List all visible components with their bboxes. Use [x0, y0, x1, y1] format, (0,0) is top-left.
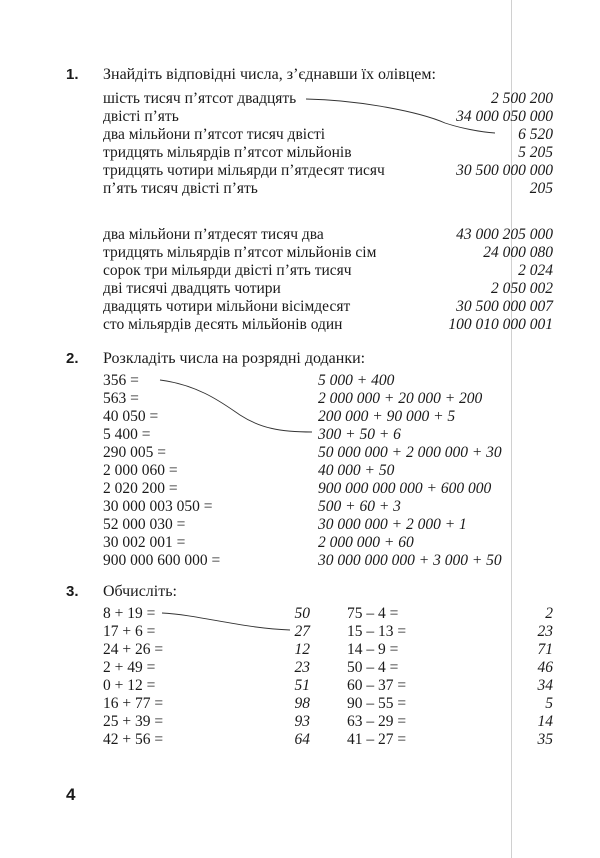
task3-answer: 27: [294, 623, 310, 640]
task2-number-item: 52 000 030 =: [103, 516, 186, 533]
task2-sum-item: 500 + 60 + 3: [318, 498, 401, 515]
task2-sum-item: 300 + 50 + 6: [318, 426, 401, 443]
task3-answer: 23: [294, 659, 310, 676]
task1-word: двадцять чотири мільйони вісімдесят: [103, 298, 351, 315]
task1-title: Знайдіть відповідні числа, з’єднавши їх олівцем:: [103, 66, 436, 83]
task1-number-value: 2 024: [518, 262, 553, 279]
task2-sum-item: 2 000 000 + 20 000 + 200: [318, 390, 483, 407]
task1-word: дві тисячі двадцять чотири: [103, 280, 281, 297]
connector-task2: [160, 380, 312, 432]
task3-answer: 51: [294, 677, 310, 694]
task3-expression: 17 + 6 =: [103, 623, 156, 640]
task3-answer: 23: [537, 623, 553, 640]
task1-word: тридцять мільярдів п’ятсот мільйонів сім: [103, 244, 377, 261]
task2-sum-item: 30 000 000 000 + 3 000 + 50: [318, 552, 502, 569]
task1-number-value: 100 010 000 001: [448, 316, 553, 333]
task2-number: 2.: [66, 350, 79, 367]
task1-number-value: 205: [529, 180, 553, 197]
task1-number-value: 2 050 002: [491, 280, 553, 297]
task1-word: два мільйони п’ятдесят тисяч два: [103, 226, 324, 243]
task2-sum-item: 5 000 + 400: [318, 372, 395, 389]
task3-expression: 0 + 12 =: [103, 677, 156, 694]
task1-number-value: 6 520: [518, 126, 553, 143]
task3-answer: 71: [537, 641, 553, 658]
task3-answer: 5: [545, 695, 553, 712]
page-number: 4: [66, 785, 76, 804]
task3-answer: 98: [294, 695, 310, 712]
task3-answer: 93: [294, 713, 310, 730]
task1-number-value: 2 500 200: [491, 90, 553, 107]
task1-word: тридцять чотири мільярди п’ятдесят тисяч: [103, 162, 385, 179]
task2-number-item: 30 000 003 050 =: [103, 498, 213, 515]
task3-expression: 25 + 39 =: [103, 713, 164, 730]
task2-sum-item: 40 000 + 50: [318, 462, 395, 479]
task3-expression: 63 – 29 =: [347, 713, 407, 730]
task1-word: два мільйони п’ятсот тисяч двісті: [103, 126, 326, 143]
task2-title: Розкладіть числа на розрядні доданки:: [103, 350, 366, 367]
task1-number-value: 43 000 205 000: [456, 226, 553, 243]
task2-sum-item: 900 000 000 000 + 600 000: [318, 480, 492, 497]
task2-number-item: 40 050 =: [103, 408, 159, 425]
task1-number-value: 24 000 080: [483, 244, 553, 261]
task2-number-item: 900 000 600 000 =: [103, 552, 221, 569]
task3-expression: 15 – 13 =: [347, 623, 407, 640]
task3-expression: 42 + 56 =: [103, 731, 164, 748]
task2-number-item: 30 002 001 =: [103, 534, 186, 551]
task3-expression: 2 + 49 =: [103, 659, 156, 676]
task2-number-item: 2 020 200 =: [103, 480, 178, 497]
task3-expression: 41 – 27 =: [347, 731, 407, 748]
task3-expression: 60 – 37 =: [347, 677, 407, 694]
task1-word: п’ять тисяч двісті п’ять: [103, 180, 258, 197]
task2-sum-item: 50 000 000 + 2 000 000 + 30: [318, 444, 502, 461]
task2-number-item: 356 =: [103, 372, 139, 389]
task3-answer: 35: [537, 731, 553, 748]
task3-answer: 50: [294, 605, 310, 622]
task2-number-item: 290 005 =: [103, 444, 166, 461]
task2-number-item: 2 000 060 =: [103, 462, 178, 479]
task1-word: шість тисяч п’ятсот двадцять: [103, 90, 297, 107]
task3-answer: 12: [294, 641, 310, 658]
task1-number-value: 30 500 000 007: [456, 298, 553, 315]
task3-answer: 46: [537, 659, 553, 676]
task3-answer: 34: [537, 677, 553, 694]
task2-sum-item: 200 000 + 90 000 + 5: [318, 408, 456, 425]
task2-number-item: 563 =: [103, 390, 139, 407]
task3-expression: 16 + 77 =: [103, 695, 164, 712]
connector-task3: [162, 613, 290, 630]
task1-word: двісті п’ять: [103, 108, 179, 125]
task1-word: тридцять мільярдів п’ятсот мільйонів: [103, 144, 352, 161]
task1-number-value: 34 000 050 000: [456, 108, 553, 125]
task2-sum-item: 2 000 000 + 60: [318, 534, 414, 551]
task3-answer: 14: [537, 713, 553, 730]
task3-expression: 90 – 55 =: [347, 695, 407, 712]
task3-number: 3.: [66, 583, 79, 600]
task2-sum-item: 30 000 000 + 2 000 + 1: [318, 516, 467, 533]
task3-answer: 64: [294, 731, 310, 748]
task3-expression: 8 + 19 =: [103, 605, 156, 622]
task2-number-item: 5 400 =: [103, 426, 151, 443]
task3-expression: 24 + 26 =: [103, 641, 164, 658]
task1-word: сорок три мільярди двісті п’ять тисяч: [103, 262, 352, 279]
task1-number: 1.: [66, 66, 79, 83]
task3-expression: 75 – 4 =: [347, 605, 399, 622]
task1-number-value: 30 500 000 000: [456, 162, 553, 179]
task3-answer: 2: [545, 605, 553, 622]
task3-expression: 14 – 9 =: [347, 641, 399, 658]
task1-word: сто мільярдів десять мільйонів один: [103, 316, 343, 333]
task3-title: Обчисліть:: [103, 583, 177, 600]
task3-expression: 50 – 4 =: [347, 659, 399, 676]
task1-number-value: 5 205: [518, 144, 553, 161]
